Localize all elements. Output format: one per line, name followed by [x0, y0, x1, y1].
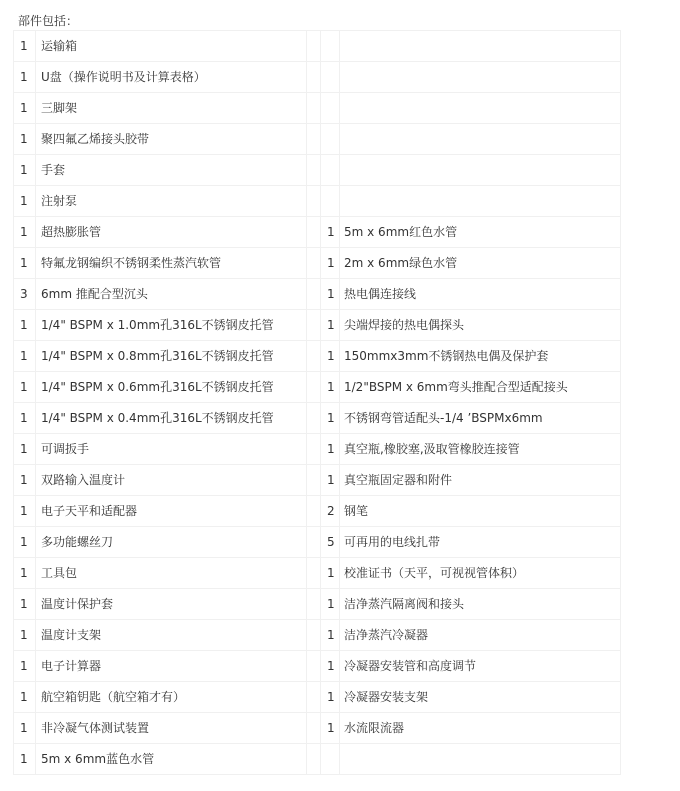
left-part-name: 可调扳手 — [36, 434, 307, 465]
left-quantity: 1 — [14, 465, 36, 496]
left-part-name: 5m x 6mm蓝色水管 — [36, 744, 307, 775]
spacer-cell — [307, 744, 321, 775]
left-quantity: 1 — [14, 403, 36, 434]
table-row — [14, 186, 621, 217]
right-quantity: 5 — [321, 527, 340, 558]
spacer-cell — [307, 527, 321, 558]
parts-table-body — [14, 31, 621, 775]
right-quantity: 1 — [321, 310, 340, 341]
right-quantity — [321, 31, 340, 62]
table-row — [14, 217, 621, 248]
right-quantity — [321, 124, 340, 155]
right-quantity: 1 — [321, 651, 340, 682]
left-quantity: 1 — [14, 31, 36, 62]
parts-heading: 部件包括： — [18, 14, 79, 28]
left-quantity: 1 — [14, 713, 36, 744]
right-part-name — [340, 155, 621, 186]
left-quantity: 1 — [14, 682, 36, 713]
left-quantity: 1 — [14, 62, 36, 93]
table-row — [14, 310, 621, 341]
spacer-cell — [307, 465, 321, 496]
parts-table — [13, 30, 621, 775]
spacer-cell — [307, 186, 321, 217]
right-part-name: 洁净蒸汽冷凝器 — [340, 620, 621, 651]
left-part-name: 航空箱钥匙（航空箱才有） — [36, 682, 307, 713]
left-part-name: 运输箱 — [36, 31, 307, 62]
table-row — [14, 558, 621, 589]
table-row — [14, 124, 621, 155]
spacer-cell — [307, 558, 321, 589]
table-row — [14, 744, 621, 775]
right-part-name: 校准证书（天平，可视视管体积） — [340, 558, 621, 589]
right-part-name: 真空瓶固定器和附件 — [340, 465, 621, 496]
left-quantity: 1 — [14, 496, 36, 527]
right-part-name: 冷凝器安装支架 — [340, 682, 621, 713]
left-part-name: 1/4" BSPM x 1.0mm孔316L不锈钢皮托管 — [36, 310, 307, 341]
left-quantity: 1 — [14, 744, 36, 775]
left-part-name: 特氟龙钢编织不锈钢柔性蒸汽软管 — [36, 248, 307, 279]
table-row — [14, 31, 621, 62]
spacer-cell — [307, 93, 321, 124]
left-quantity: 1 — [14, 155, 36, 186]
right-part-name: 尖端焊接的热电偶探头 — [340, 310, 621, 341]
table-row — [14, 341, 621, 372]
spacer-cell — [307, 403, 321, 434]
spacer-cell — [307, 496, 321, 527]
right-quantity — [321, 744, 340, 775]
left-quantity: 1 — [14, 620, 36, 651]
left-quantity: 1 — [14, 93, 36, 124]
left-part-name: 1/4" BSPM x 0.8mm孔316L不锈钢皮托管 — [36, 341, 307, 372]
right-part-name — [340, 93, 621, 124]
left-quantity: 1 — [14, 310, 36, 341]
left-part-name: 超热膨胀管 — [36, 217, 307, 248]
left-quantity: 1 — [14, 651, 36, 682]
left-part-name: 聚四氟乙烯接头胶带 — [36, 124, 307, 155]
left-part-name: U盘（操作说明书及计算表格） — [36, 62, 307, 93]
left-quantity: 1 — [14, 372, 36, 403]
right-quantity: 1 — [321, 217, 340, 248]
spacer-cell — [307, 651, 321, 682]
left-quantity: 1 — [14, 527, 36, 558]
left-part-name: 电子天平和适配器 — [36, 496, 307, 527]
left-quantity: 1 — [14, 341, 36, 372]
right-quantity: 1 — [321, 372, 340, 403]
left-quantity: 1 — [14, 186, 36, 217]
right-part-name: 水流限流器 — [340, 713, 621, 744]
right-part-name — [340, 31, 621, 62]
spacer-cell — [307, 279, 321, 310]
table-row — [14, 155, 621, 186]
left-part-name: 电子计算器 — [36, 651, 307, 682]
spacer-cell — [307, 620, 321, 651]
left-part-name: 1/4" BSPM x 0.4mm孔316L不锈钢皮托管 — [36, 403, 307, 434]
spacer-cell — [307, 248, 321, 279]
table-row — [14, 279, 621, 310]
right-part-name: 可再用的电线扎带 — [340, 527, 621, 558]
left-quantity: 3 — [14, 279, 36, 310]
left-quantity: 1 — [14, 434, 36, 465]
right-part-name: 洁净蒸汽隔离阀和接头 — [340, 589, 621, 620]
right-part-name: 150mmx3mm不锈钢热电偶及保护套 — [340, 341, 621, 372]
spacer-cell — [307, 713, 321, 744]
spacer-cell — [307, 310, 321, 341]
left-quantity: 1 — [14, 248, 36, 279]
right-part-name: 热电偶连接线 — [340, 279, 621, 310]
table-row — [14, 651, 621, 682]
right-part-name: 钢笔 — [340, 496, 621, 527]
left-part-name: 多功能螺丝刀 — [36, 527, 307, 558]
table-row — [14, 620, 621, 651]
right-quantity: 2 — [321, 496, 340, 527]
right-quantity — [321, 155, 340, 186]
table-row — [14, 465, 621, 496]
table-row — [14, 434, 621, 465]
table-row — [14, 372, 621, 403]
right-quantity: 1 — [321, 713, 340, 744]
right-quantity: 1 — [321, 465, 340, 496]
right-quantity: 1 — [321, 682, 340, 713]
left-part-name: 非冷凝气体测试装置 — [36, 713, 307, 744]
table-row — [14, 713, 621, 744]
right-quantity: 1 — [321, 589, 340, 620]
right-part-name — [340, 744, 621, 775]
spacer-cell — [307, 434, 321, 465]
right-part-name — [340, 62, 621, 93]
spacer-cell — [307, 155, 321, 186]
table-row — [14, 589, 621, 620]
left-part-name: 温度计保护套 — [36, 589, 307, 620]
left-part-name: 1/4" BSPM x 0.6mm孔316L不锈钢皮托管 — [36, 372, 307, 403]
spacer-cell — [307, 62, 321, 93]
right-part-name: 5m x 6mm红色水管 — [340, 217, 621, 248]
right-part-name — [340, 124, 621, 155]
right-quantity: 1 — [321, 403, 340, 434]
right-quantity: 1 — [321, 279, 340, 310]
left-part-name: 三脚架 — [36, 93, 307, 124]
spacer-cell — [307, 372, 321, 403]
right-quantity: 1 — [321, 620, 340, 651]
right-part-name: 2m x 6mm绿色水管 — [340, 248, 621, 279]
right-part-name: 不锈钢弯管适配头-1/4 ’BSPMx6mm — [340, 403, 621, 434]
spacer-cell — [307, 682, 321, 713]
table-row — [14, 527, 621, 558]
right-part-name: 冷凝器安装管和高度调节 — [340, 651, 621, 682]
table-row — [14, 248, 621, 279]
spacer-cell — [307, 589, 321, 620]
spacer-cell — [307, 31, 321, 62]
right-quantity: 1 — [321, 558, 340, 589]
table-row — [14, 62, 621, 93]
spacer-cell — [307, 341, 321, 372]
right-quantity: 1 — [321, 248, 340, 279]
left-part-name: 6mm 推配合型沉头 — [36, 279, 307, 310]
spacer-cell — [307, 217, 321, 248]
table-row — [14, 496, 621, 527]
table-row — [14, 682, 621, 713]
right-quantity — [321, 186, 340, 217]
left-quantity: 1 — [14, 217, 36, 248]
left-quantity: 1 — [14, 589, 36, 620]
left-part-name: 工具包 — [36, 558, 307, 589]
left-part-name: 注射泵 — [36, 186, 307, 217]
right-quantity: 1 — [321, 341, 340, 372]
table-row — [14, 403, 621, 434]
left-part-name: 手套 — [36, 155, 307, 186]
right-part-name — [340, 186, 621, 217]
left-quantity: 1 — [14, 124, 36, 155]
left-part-name: 温度计支架 — [36, 620, 307, 651]
right-quantity — [321, 62, 340, 93]
spacer-cell — [307, 124, 321, 155]
left-part-name: 双路输入温度计 — [36, 465, 307, 496]
table-row — [14, 93, 621, 124]
right-part-name: 真空瓶,橡胶塞,汲取管橡胶连接管 — [340, 434, 621, 465]
right-part-name: 1/2"BSPM x 6mm弯头推配合型适配接头 — [340, 372, 621, 403]
right-quantity: 1 — [321, 434, 340, 465]
left-quantity: 1 — [14, 558, 36, 589]
right-quantity — [321, 93, 340, 124]
